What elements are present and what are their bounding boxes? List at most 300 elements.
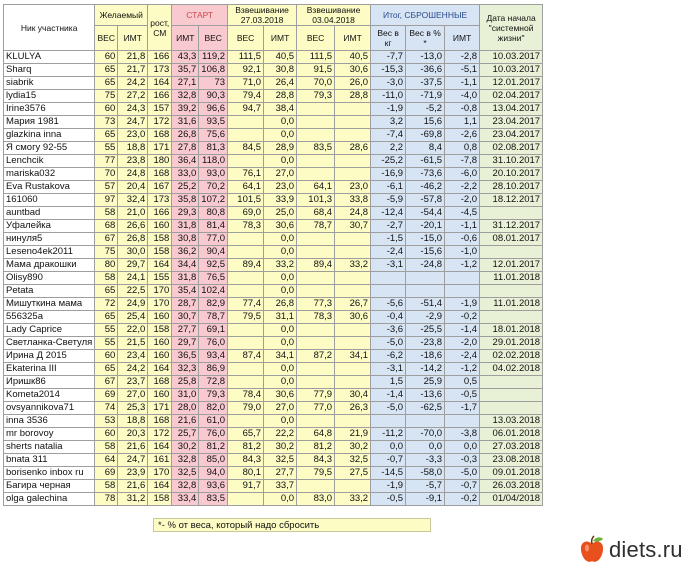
cell-weigh1-imt[interactable]: 0,0 [264,324,297,337]
cell-desired-ves[interactable]: 58 [95,207,118,220]
cell-result-kg[interactable] [371,415,406,428]
cell-result-kg[interactable]: -0,7 [371,454,406,467]
cell-desired-imt[interactable]: 21,6 [118,480,148,493]
cell-weigh2-imt[interactable]: 26,0 [335,77,371,90]
cell-start-imt[interactable]: 25,7 [172,428,199,441]
cell-weigh2-imt[interactable]: 33,2 [335,493,371,506]
cell-weigh2-imt[interactable]: 40,5 [335,51,371,64]
cell-weigh1-imt[interactable]: 23,0 [264,181,297,194]
cell-start-imt[interactable]: 32,3 [172,363,199,376]
cell-weigh1-imt[interactable]: 30,2 [264,441,297,454]
cell-name[interactable]: lydia15 [4,90,95,103]
cell-date-start[interactable]: 28.10.2017 [480,181,543,194]
cell-result-pct[interactable]: -70,0 [406,428,445,441]
cell-weigh2-ves[interactable]: 101,3 [297,194,335,207]
cell-weigh2-imt[interactable]: 21,9 [335,428,371,441]
cell-start-ves[interactable]: 93,4 [199,350,228,363]
cell-height[interactable]: 172 [148,428,172,441]
cell-result-kg[interactable]: -1,9 [371,480,406,493]
cell-desired-imt[interactable]: 26,8 [118,233,148,246]
cell-start-imt[interactable]: 32,8 [172,90,199,103]
cell-height[interactable]: 167 [148,181,172,194]
cell-result-kg[interactable]: -3,1 [371,363,406,376]
cell-weigh1-ves[interactable]: 76,1 [228,168,264,181]
cell-height[interactable]: 166 [148,51,172,64]
cell-result-imt[interactable]: -5,0 [445,467,480,480]
cell-result-kg[interactable] [371,285,406,298]
cell-desired-ves[interactable]: 65 [95,129,118,142]
cell-start-imt[interactable]: 26,8 [172,129,199,142]
cell-height[interactable]: 171 [148,402,172,415]
cell-date-start[interactable]: 12.01.2017 [480,259,543,272]
cell-desired-ves[interactable]: 78 [95,493,118,506]
cell-result-kg[interactable]: -12,4 [371,207,406,220]
cell-result-kg[interactable]: -11,2 [371,428,406,441]
cell-start-imt[interactable]: 32,8 [172,480,199,493]
cell-result-imt[interactable]: -0,7 [445,480,480,493]
cell-start-imt[interactable]: 27,1 [172,77,199,90]
cell-weigh1-ves[interactable]: 79,4 [228,90,264,103]
cell-weigh1-ves[interactable]: 84,5 [228,142,264,155]
cell-start-ves[interactable]: 106,8 [199,64,228,77]
cell-weigh2-ves[interactable] [297,168,335,181]
cell-start-imt[interactable]: 34,4 [172,259,199,272]
cell-weigh1-imt[interactable]: 0,0 [264,272,297,285]
cell-result-kg[interactable]: -25,2 [371,155,406,168]
cell-weigh1-ves[interactable]: 80,1 [228,467,264,480]
cell-result-pct[interactable]: -24,8 [406,259,445,272]
cell-result-imt[interactable]: -2,8 [445,51,480,64]
cell-date-start[interactable] [480,376,543,389]
cell-start-ves[interactable]: 80,8 [199,207,228,220]
cell-name[interactable]: ovsyannikova71 [4,402,95,415]
cell-name[interactable]: Eva Rustakova [4,181,95,194]
cell-weigh1-imt[interactable]: 0,0 [264,363,297,376]
cell-weigh1-imt[interactable]: 32,5 [264,454,297,467]
cell-weigh2-imt[interactable]: 30,6 [335,64,371,77]
cell-weigh1-ves[interactable]: 78,3 [228,220,264,233]
cell-weigh1-imt[interactable]: 27,0 [264,402,297,415]
cell-result-pct[interactable] [406,272,445,285]
cell-height[interactable]: 164 [148,441,172,454]
cell-desired-imt[interactable]: 32,4 [118,194,148,207]
cell-result-imt[interactable]: -1,2 [445,363,480,376]
cell-weigh1-ves[interactable] [228,493,264,506]
cell-weigh2-imt[interactable]: 28,6 [335,142,371,155]
cell-desired-ves[interactable]: 65 [95,311,118,324]
cell-result-imt[interactable]: 1,1 [445,116,480,129]
cell-name[interactable]: sherts natalia [4,441,95,454]
cell-result-kg[interactable]: -5,0 [371,402,406,415]
cell-weigh2-ves[interactable]: 81,2 [297,441,335,454]
cell-start-ves[interactable]: 81,4 [199,220,228,233]
cell-weigh1-ves[interactable] [228,116,264,129]
cell-weigh2-imt[interactable]: 23,0 [335,181,371,194]
cell-weigh1-ves[interactable]: 69,0 [228,207,264,220]
cell-desired-imt[interactable]: 27,0 [118,389,148,402]
cell-result-imt[interactable]: -1,1 [445,220,480,233]
cell-desired-ves[interactable]: 58 [95,480,118,493]
cell-weigh2-imt[interactable]: 33,2 [335,259,371,272]
cell-desired-ves[interactable]: 65 [95,77,118,90]
cell-result-kg[interactable]: -11,0 [371,90,406,103]
cell-start-ves[interactable]: 78,7 [199,311,228,324]
cell-weigh2-ves[interactable] [297,116,335,129]
cell-weigh2-imt[interactable] [335,155,371,168]
cell-name[interactable]: Ekaterina III [4,363,95,376]
cell-result-pct[interactable]: -13,6 [406,389,445,402]
cell-weigh2-imt[interactable] [335,376,371,389]
cell-result-imt[interactable]: -2,6 [445,129,480,142]
cell-start-imt[interactable]: 27,8 [172,142,199,155]
cell-height[interactable]: 155 [148,272,172,285]
cell-date-start[interactable] [480,285,543,298]
cell-date-start[interactable]: 11.01.2018 [480,298,543,311]
cell-result-pct[interactable]: -5,7 [406,480,445,493]
cell-start-imt[interactable]: 33,0 [172,168,199,181]
cell-height[interactable]: 170 [148,298,172,311]
cell-name[interactable]: bnata 311 [4,454,95,467]
cell-weigh1-imt[interactable]: 28,9 [264,142,297,155]
cell-desired-imt[interactable]: 18,8 [118,415,148,428]
cell-weigh2-ves[interactable]: 68,4 [297,207,335,220]
cell-weigh2-ves[interactable] [297,272,335,285]
cell-desired-ves[interactable]: 60 [95,103,118,116]
cell-weigh2-imt[interactable] [335,363,371,376]
cell-result-kg[interactable]: 2,2 [371,142,406,155]
cell-weigh2-ves[interactable] [297,285,335,298]
cell-height[interactable]: 164 [148,259,172,272]
cell-desired-imt[interactable]: 26,6 [118,220,148,233]
cell-height[interactable]: 164 [148,77,172,90]
cell-date-start[interactable]: 27.03.2018 [480,441,543,454]
cell-result-kg[interactable]: -16,9 [371,168,406,181]
cell-weigh2-imt[interactable]: 26,3 [335,402,371,415]
cell-result-pct[interactable]: -62,5 [406,402,445,415]
cell-desired-imt[interactable]: 31,2 [118,493,148,506]
cell-result-kg[interactable]: -1,5 [371,233,406,246]
cell-result-pct[interactable]: -23,8 [406,337,445,350]
cell-result-pct[interactable]: -57,8 [406,194,445,207]
cell-date-start[interactable]: 13.04.2017 [480,103,543,116]
cell-desired-imt[interactable]: 24,8 [118,168,148,181]
cell-weigh2-imt[interactable] [335,337,371,350]
cell-name[interactable]: mr borovoy [4,428,95,441]
cell-start-ves[interactable]: 82,0 [199,402,228,415]
cell-start-ves[interactable]: 86,9 [199,363,228,376]
cell-desired-ves[interactable]: 67 [95,376,118,389]
cell-weigh1-imt[interactable]: 33,2 [264,259,297,272]
cell-name[interactable]: Irine3576 [4,103,95,116]
cell-result-imt[interactable]: -5,1 [445,64,480,77]
cell-start-imt[interactable]: 36,2 [172,246,199,259]
cell-weigh1-imt[interactable]: 34,1 [264,350,297,363]
cell-height[interactable]: 158 [148,324,172,337]
cell-weigh1-ves[interactable] [228,324,264,337]
cell-result-pct[interactable]: -69,8 [406,129,445,142]
cell-start-imt[interactable]: 35,4 [172,285,199,298]
cell-result-imt[interactable]: -7,8 [445,155,480,168]
cell-date-start[interactable]: 09.01.2018 [480,467,543,480]
cell-date-start[interactable]: 10.03.2017 [480,64,543,77]
cell-weigh2-ves[interactable] [297,246,335,259]
cell-result-imt[interactable]: 0,0 [445,441,480,454]
cell-name[interactable]: Мама дракошки [4,259,95,272]
cell-result-pct[interactable]: -61,5 [406,155,445,168]
cell-result-imt[interactable] [445,415,480,428]
cell-desired-imt[interactable]: 23,4 [118,350,148,363]
cell-start-imt[interactable]: 28,0 [172,402,199,415]
cell-result-kg[interactable]: -7,7 [371,51,406,64]
cell-result-imt[interactable]: -0,2 [445,311,480,324]
cell-weigh2-ves[interactable]: 64,1 [297,181,335,194]
cell-start-ves[interactable]: 69,1 [199,324,228,337]
cell-weigh1-ves[interactable] [228,129,264,142]
cell-result-imt[interactable]: -2,4 [445,350,480,363]
cell-result-pct[interactable]: -2,9 [406,311,445,324]
cell-date-start[interactable]: 08.01.2017 [480,233,543,246]
cell-result-kg[interactable]: -15,3 [371,64,406,77]
cell-weigh1-ves[interactable]: 81,2 [228,441,264,454]
cell-desired-ves[interactable]: 60 [95,350,118,363]
cell-weigh1-ves[interactable] [228,285,264,298]
cell-result-kg[interactable]: -1,4 [371,389,406,402]
cell-result-imt[interactable]: -4,5 [445,207,480,220]
cell-weigh1-ves[interactable]: 64,1 [228,181,264,194]
cell-height[interactable]: 164 [148,363,172,376]
cell-weigh2-ves[interactable]: 84,3 [297,454,335,467]
cell-name[interactable]: нинуля5 [4,233,95,246]
cell-height[interactable]: 164 [148,480,172,493]
cell-start-ves[interactable]: 77,0 [199,233,228,246]
cell-weigh2-ves[interactable] [297,129,335,142]
cell-name[interactable]: olga galechina [4,493,95,506]
cell-date-start[interactable] [480,389,543,402]
cell-date-start[interactable]: 02.02.2018 [480,350,543,363]
cell-date-start[interactable]: 29.01.2018 [480,337,543,350]
cell-result-imt[interactable]: -2,2 [445,181,480,194]
cell-desired-imt[interactable]: 23,8 [118,155,148,168]
cell-weigh2-ves[interactable]: 64,8 [297,428,335,441]
cell-height[interactable]: 173 [148,64,172,77]
cell-result-imt[interactable] [445,272,480,285]
cell-weigh2-imt[interactable]: 26,7 [335,298,371,311]
cell-start-ves[interactable]: 81,2 [199,441,228,454]
cell-result-kg[interactable]: -6,2 [371,350,406,363]
cell-height[interactable]: 168 [148,129,172,142]
cell-start-imt[interactable]: 30,7 [172,311,199,324]
cell-weigh2-ves[interactable] [297,480,335,493]
cell-desired-imt[interactable]: 27,2 [118,90,148,103]
cell-start-imt[interactable]: 25,2 [172,181,199,194]
cell-start-imt[interactable]: 31,8 [172,220,199,233]
cell-weigh1-imt[interactable]: 0,0 [264,116,297,129]
cell-desired-ves[interactable]: 53 [95,415,118,428]
cell-result-kg[interactable]: -5,9 [371,194,406,207]
cell-height[interactable]: 161 [148,454,172,467]
cell-weigh2-ves[interactable]: 83,0 [297,493,335,506]
cell-date-start[interactable]: 02.04.2017 [480,90,543,103]
cell-result-kg[interactable]: -5,0 [371,337,406,350]
cell-name[interactable]: auntbad [4,207,95,220]
cell-result-imt[interactable] [445,285,480,298]
cell-height[interactable]: 158 [148,493,172,506]
cell-start-imt[interactable]: 33,4 [172,493,199,506]
cell-desired-imt[interactable]: 21,6 [118,441,148,454]
cell-desired-ves[interactable]: 57 [95,181,118,194]
cell-start-ves[interactable]: 90,3 [199,90,228,103]
cell-start-ves[interactable]: 61,0 [199,415,228,428]
cell-result-kg[interactable]: -3,6 [371,324,406,337]
cell-start-ves[interactable]: 90,4 [199,246,228,259]
cell-weigh1-imt[interactable]: 0,0 [264,493,297,506]
cell-weigh1-imt[interactable]: 22,2 [264,428,297,441]
cell-result-pct[interactable]: -15,6 [406,246,445,259]
cell-start-ves[interactable]: 93,0 [199,168,228,181]
cell-result-imt[interactable]: -2,0 [445,194,480,207]
cell-date-start[interactable]: 23.08.2018 [480,454,543,467]
cell-weigh2-imt[interactable] [335,324,371,337]
cell-result-kg[interactable]: -6,1 [371,181,406,194]
cell-weigh2-imt[interactable]: 30,4 [335,389,371,402]
cell-start-ves[interactable]: 82,9 [199,298,228,311]
cell-date-start[interactable] [480,207,543,220]
cell-weigh2-ves[interactable]: 77,9 [297,389,335,402]
cell-height[interactable]: 158 [148,233,172,246]
cell-height[interactable]: 170 [148,467,172,480]
cell-desired-imt[interactable]: 21,8 [118,51,148,64]
cell-desired-ves[interactable]: 60 [95,428,118,441]
cell-desired-imt[interactable]: 24,2 [118,363,148,376]
cell-desired-imt[interactable]: 23,7 [118,376,148,389]
cell-result-kg[interactable]: -2,7 [371,220,406,233]
cell-desired-ves[interactable]: 64 [95,454,118,467]
cell-desired-imt[interactable]: 20,3 [118,428,148,441]
cell-weigh2-ves[interactable] [297,337,335,350]
cell-weigh2-imt[interactable]: 30,7 [335,220,371,233]
cell-result-pct[interactable]: 0,0 [406,441,445,454]
cell-name[interactable]: Leseno4ek2011 [4,246,95,259]
cell-result-pct[interactable]: -25,5 [406,324,445,337]
cell-result-kg[interactable]: -3,1 [371,259,406,272]
cell-weigh2-imt[interactable]: 27,5 [335,467,371,480]
cell-result-pct[interactable]: 25,9 [406,376,445,389]
cell-start-imt[interactable]: 43,3 [172,51,199,64]
cell-desired-ves[interactable]: 72 [95,298,118,311]
cell-weigh2-imt[interactable] [335,246,371,259]
cell-name[interactable]: inna 3536 [4,415,95,428]
cell-weigh1-ves[interactable] [228,337,264,350]
cell-weigh2-ves[interactable]: 87,2 [297,350,335,363]
cell-desired-ves[interactable]: 80 [95,259,118,272]
cell-weigh2-ves[interactable]: 77,3 [297,298,335,311]
cell-desired-ves[interactable]: 58 [95,441,118,454]
cell-result-pct[interactable]: -18,6 [406,350,445,363]
cell-name[interactable]: KLULYA [4,51,95,64]
cell-result-imt[interactable]: -1,9 [445,298,480,311]
cell-date-start[interactable]: 10.03.2017 [480,51,543,64]
cell-result-kg[interactable]: -2,4 [371,246,406,259]
cell-weigh2-imt[interactable]: 34,1 [335,350,371,363]
cell-weigh2-ves[interactable] [297,324,335,337]
cell-result-pct[interactable]: -36,6 [406,64,445,77]
cell-height[interactable]: 171 [148,142,172,155]
cell-name[interactable]: 161060 [4,194,95,207]
cell-date-start[interactable]: 18.01.2018 [480,324,543,337]
cell-weigh2-imt[interactable] [335,233,371,246]
cell-desired-imt[interactable]: 23,0 [118,129,148,142]
cell-result-imt[interactable]: -0,5 [445,389,480,402]
cell-result-pct[interactable]: -15,0 [406,233,445,246]
cell-start-imt[interactable]: 31,0 [172,389,199,402]
cell-weigh2-ves[interactable] [297,233,335,246]
cell-result-pct[interactable]: -14,2 [406,363,445,376]
cell-desired-ves[interactable]: 70 [95,168,118,181]
cell-height[interactable]: 173 [148,194,172,207]
cell-result-imt[interactable]: -0,6 [445,233,480,246]
cell-desired-ves[interactable]: 68 [95,220,118,233]
cell-result-imt[interactable]: -1,1 [445,77,480,90]
cell-date-start[interactable]: 04.02.2018 [480,363,543,376]
cell-weigh2-imt[interactable] [335,129,371,142]
cell-name[interactable]: Иришк86 [4,376,95,389]
cell-desired-ves[interactable]: 67 [95,233,118,246]
cell-height[interactable]: 166 [148,207,172,220]
cell-desired-ves[interactable]: 58 [95,272,118,285]
cell-name[interactable]: Olisy890 [4,272,95,285]
cell-height[interactable]: 160 [148,350,172,363]
diets-logo[interactable] [578,534,683,566]
cell-height[interactable]: 168 [148,415,172,428]
cell-weigh1-ves[interactable] [228,415,264,428]
cell-result-imt[interactable]: -3,8 [445,428,480,441]
cell-weigh1-ves[interactable]: 111,5 [228,51,264,64]
cell-desired-ves[interactable]: 69 [95,389,118,402]
cell-name[interactable]: 556325a [4,311,95,324]
cell-weigh1-ves[interactable]: 92,1 [228,64,264,77]
cell-weigh1-ves[interactable]: 91,7 [228,480,264,493]
cell-weigh2-imt[interactable]: 28,8 [335,90,371,103]
cell-start-imt[interactable]: 32,8 [172,454,199,467]
cell-result-imt[interactable]: -0,3 [445,454,480,467]
cell-date-start[interactable]: 02.08.2017 [480,142,543,155]
cell-desired-ves[interactable]: 73 [95,116,118,129]
cell-result-pct[interactable]: -58,0 [406,467,445,480]
cell-weigh2-ves[interactable] [297,155,335,168]
cell-result-pct[interactable]: 8,4 [406,142,445,155]
cell-result-pct[interactable]: -73,6 [406,168,445,181]
cell-result-pct[interactable]: -51,4 [406,298,445,311]
cell-weigh2-ves[interactable] [297,376,335,389]
cell-start-ves[interactable]: 92,5 [199,259,228,272]
cell-start-ves[interactable]: 93,6 [199,480,228,493]
cell-desired-imt[interactable]: 25,3 [118,402,148,415]
cell-result-imt[interactable]: -1,7 [445,402,480,415]
cell-weigh2-imt[interactable]: 30,6 [335,311,371,324]
cell-start-ves[interactable]: 70,2 [199,181,228,194]
cell-weigh1-ves[interactable]: 89,4 [228,259,264,272]
cell-start-ves[interactable]: 73 [199,77,228,90]
cell-start-imt[interactable]: 31,6 [172,116,199,129]
cell-desired-imt[interactable]: 24,1 [118,272,148,285]
cell-date-start[interactable]: 31.12.2017 [480,220,543,233]
cell-weigh2-ves[interactable]: 77,0 [297,402,335,415]
cell-result-kg[interactable]: -14,5 [371,467,406,480]
cell-name[interactable]: Petata [4,285,95,298]
cell-start-ves[interactable]: 76,5 [199,272,228,285]
cell-date-start[interactable] [480,246,543,259]
cell-start-imt[interactable]: 39,2 [172,103,199,116]
